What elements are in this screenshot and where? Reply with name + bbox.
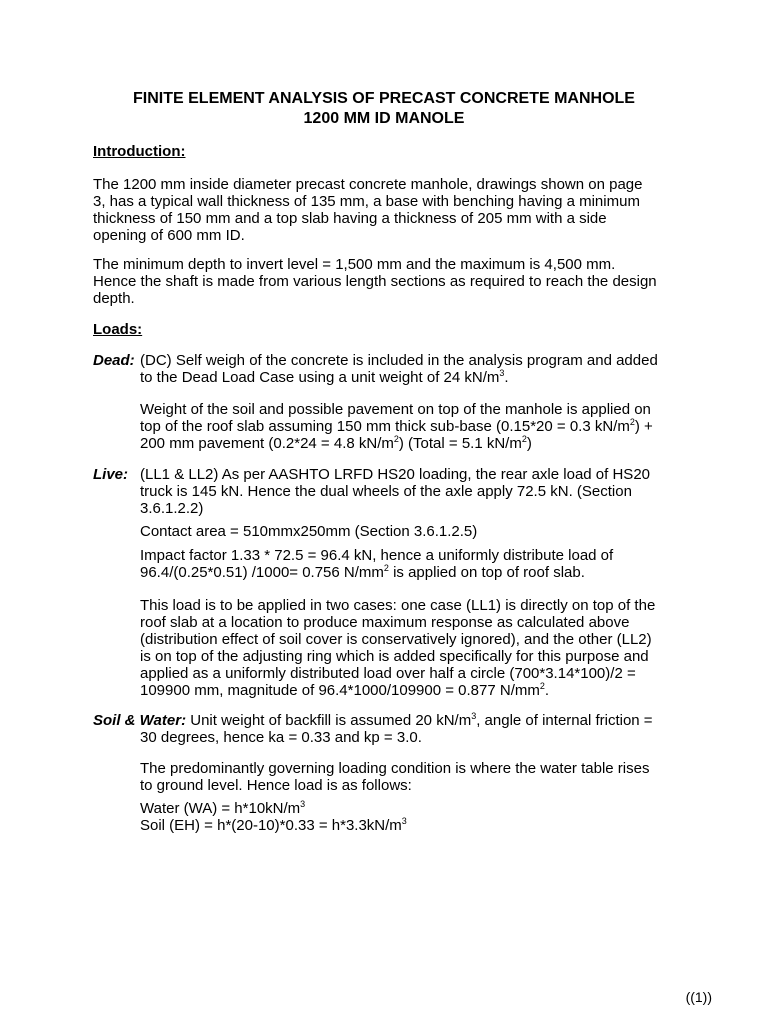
text-line bbox=[140, 418, 685, 435]
introduction-heading: Introduction: bbox=[93, 143, 186, 160]
document-title-line-1: FINITE ELEMENT ANALYSIS OF PRECAST CONCRETE MANHOLE bbox=[133, 90, 635, 107]
text-run: Unit weight of backfill is assumed 20 kN/m bbox=[186, 712, 472, 729]
superscript: 3 bbox=[499, 368, 505, 378]
water-load-formula bbox=[140, 800, 685, 817]
text-line: The predominantly governing loading condition is where the water table rises bbox=[140, 760, 650, 777]
superscript: 3 bbox=[300, 799, 306, 809]
introduction-paragraph-2 bbox=[93, 256, 683, 307]
superscript: 2 bbox=[383, 563, 389, 573]
text-line: (distribution effect of soil cover is conservatively ignored), and the other (LL2) bbox=[140, 631, 652, 648]
introduction-paragraph-1 bbox=[93, 176, 683, 244]
dead-load-section bbox=[93, 352, 685, 386]
text-line: truck is 145 kN. Hence the dual wheels of the axle apply 72.5 kN. (Section bbox=[140, 483, 632, 500]
governing-condition-paragraph bbox=[140, 760, 685, 794]
text-line: is on top of the adjusting ring which is added specifically for this purpose and bbox=[140, 648, 649, 665]
load-cases-paragraph bbox=[140, 597, 685, 699]
dead-load-label: Dead: bbox=[93, 352, 135, 369]
loads-heading: Loads: bbox=[93, 321, 143, 338]
soil-load-formula bbox=[140, 817, 685, 834]
text-run: ) bbox=[526, 435, 532, 452]
text-line: Impact factor 1.33 * 72.5 = 96.4 kN, hence a uniformly distribute load of bbox=[140, 547, 614, 564]
text-run: . bbox=[544, 682, 550, 699]
soil-water-line-2: 30 degrees, hence ka = 0.33 and kp = 3.0. bbox=[140, 729, 422, 746]
text-line: 3.6.1.2.2) bbox=[140, 500, 204, 517]
superscript: 2 bbox=[521, 434, 527, 444]
text-line: The minimum depth to invert level = 1,500 mm and the maximum is 4,500 mm. bbox=[93, 256, 616, 273]
text-line: to ground level. Hence load is as follows: bbox=[140, 777, 412, 794]
text-run: top of the roof slab assuming 150 mm thick sub-base (0.15*20 = 0.3 kN/m bbox=[140, 418, 630, 435]
text-run: Soil (EH) = h*(20-10)*0.33 = h*3.3kN/m bbox=[140, 817, 402, 834]
superscript: 2 bbox=[539, 681, 545, 691]
page-number: ((1)) bbox=[685, 989, 712, 1005]
text-line: The 1200 mm inside diameter precast concrete manhole, drawings shown on page bbox=[93, 176, 643, 193]
live-load-section bbox=[93, 466, 685, 517]
text-line: (DC) Self weigh of the concrete is included in the analysis program and added bbox=[140, 352, 658, 369]
text-run: ) + bbox=[634, 418, 653, 435]
text-line: (LL1 & LL2) As per AASHTO LRFD HS20 loading, the rear axle load of HS20 bbox=[140, 466, 650, 483]
live-load-label: Live: bbox=[93, 466, 129, 483]
soil-water-section bbox=[93, 712, 693, 729]
dead-load-paragraph-2 bbox=[140, 401, 685, 452]
text-line: 3, has a typical wall thickness of 135 mm, a base with benching having a minimum bbox=[93, 193, 640, 210]
text-run: ) (Total = 5.1 kN/m bbox=[398, 435, 522, 452]
superscript: 2 bbox=[393, 434, 399, 444]
text-line bbox=[140, 369, 685, 386]
text-line: Weight of the soil and possible pavement on top of the manhole is applied on bbox=[140, 401, 651, 418]
text-run: Water (WA) = h*10kN/m bbox=[140, 800, 301, 817]
superscript: 2 bbox=[629, 417, 635, 427]
text-line: opening of 600 mm ID. bbox=[93, 227, 245, 244]
text-line bbox=[140, 435, 685, 452]
text-run: 200 mm pavement (0.2*24 = 4.8 kN/m bbox=[140, 435, 394, 452]
text-line: applied as a uniformly distributed load over half a circle (700*3.14*100)/2 = bbox=[140, 665, 636, 682]
text-line: This load is to be applied in two cases: one case (LL1) is directly on top of the bbox=[140, 597, 656, 614]
load-formulas bbox=[140, 800, 685, 834]
text-run: 109900 mm, magnitude of 96.4*1000/109900 = 0.877 N/mm bbox=[140, 682, 540, 699]
text-line bbox=[140, 682, 685, 699]
text-run: 96.4/(0.25*0.51) /1000= 0.756 N/mm bbox=[140, 564, 384, 581]
impact-factor-paragraph bbox=[140, 547, 685, 581]
text-line bbox=[93, 712, 693, 729]
text-line: Hence the shaft is made from various length sections as required to reach the design bbox=[93, 273, 657, 290]
text-line bbox=[140, 564, 685, 581]
contact-area-line: Contact area = 510mmx250mm (Section 3.6.1.2.5) bbox=[140, 523, 478, 540]
text-run: . bbox=[504, 369, 509, 386]
soil-water-label: Soil & Water: bbox=[93, 712, 187, 729]
superscript: 3 bbox=[401, 816, 407, 826]
document-title-line-2: 1200 MM ID MANOLE bbox=[303, 110, 465, 127]
text-run: , angle of internal friction = bbox=[476, 712, 653, 729]
text-line: depth. bbox=[93, 290, 135, 307]
text-run: to the Dead Load Case using a unit weight of 24 kN/m bbox=[140, 369, 500, 386]
text-line: thickness of 150 mm and a top slab having a thickness of 205 mm with a side bbox=[93, 210, 607, 227]
text-run: is applied on top of roof slab. bbox=[388, 564, 585, 581]
text-line: roof slab at a location to produce maximum response as calculated above bbox=[140, 614, 630, 631]
superscript: 3 bbox=[471, 711, 477, 721]
